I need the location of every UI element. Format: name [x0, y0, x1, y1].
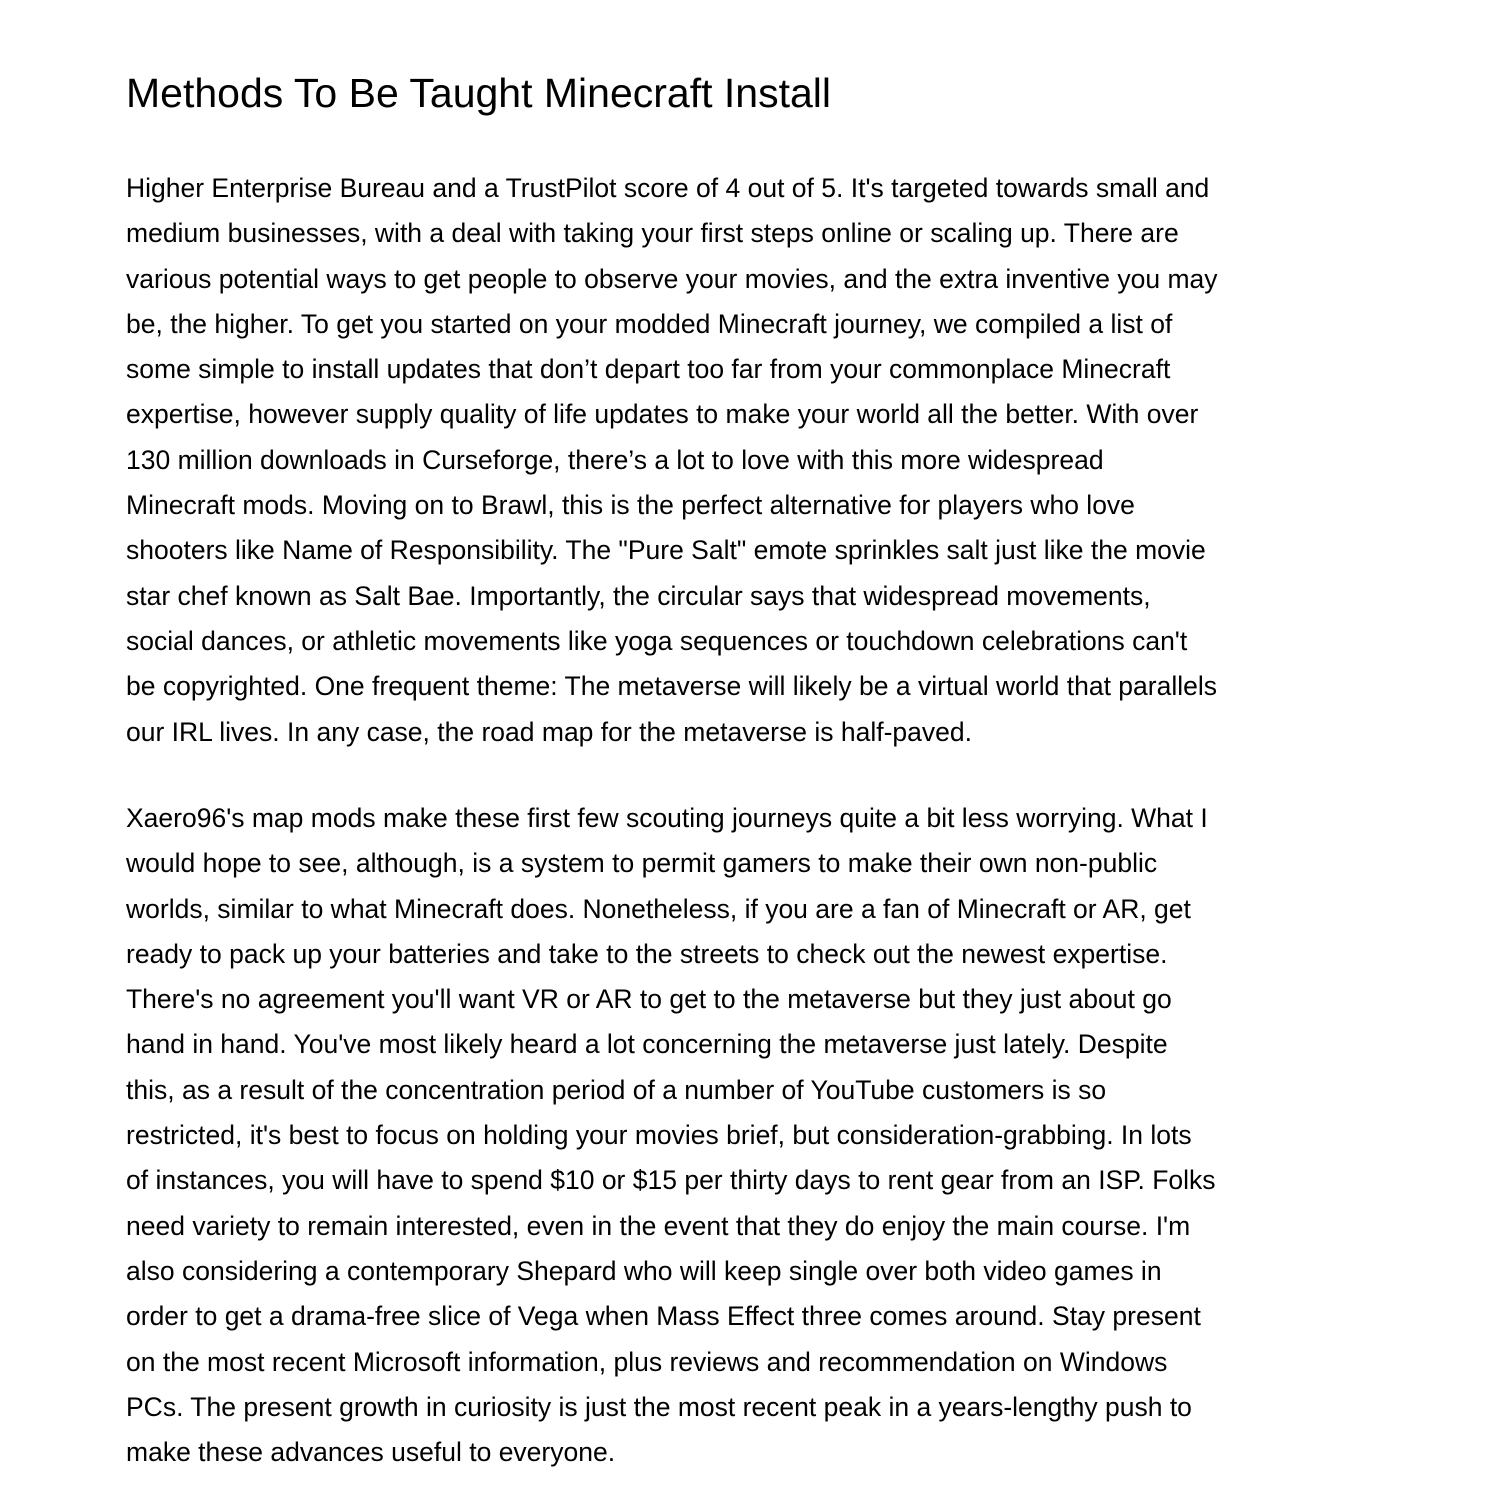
text-line: medium businesses, with a deal with taking your first steps online or scaling up. There are	[126, 218, 1179, 249]
text-line: various potential ways to get people to observe your movies, and the extra inventive you may	[126, 263, 1218, 294]
text-line: make these advances useful to everyone.	[126, 1437, 616, 1468]
text-line: on the most recent Microsoft information, plus reviews and recommendation on Windows	[126, 1346, 1168, 1377]
text-line: order to get a drama-free slice of Vega when Mass Effect three comes around. Stay present	[126, 1301, 1201, 1332]
text-line: would hope to see, although, is a system to permit gamers to make their own non-public	[126, 848, 1158, 879]
text-line: 130 million downloads in Curseforge, there’s a lot to love with this more widespread	[126, 444, 1104, 475]
text-line: our IRL lives. In any case, the road map for the metaverse is half-paved.	[126, 716, 972, 747]
text-line: star chef known as Salt Bae. Importantly, the circular says that widespread movements,	[126, 580, 1151, 611]
text-line: restricted, it's best to focus on holding your movies brief, but consideration-grabbing. In lots	[126, 1120, 1192, 1151]
text-line: Higher Enterprise Bureau and a TrustPilot score of 4 out of 5. It's targeted towards small and	[126, 173, 1210, 203]
text-line: Minecraft mods. Moving on to Brawl, this is the perfect alternative for players who love	[126, 490, 1135, 521]
text-line: There's no agreement you'll want VR or AR to get to the metaverse but they just about go	[126, 984, 1172, 1015]
text-line: this, as a result of the concentration period of a number of YouTube customers is so	[126, 1074, 1107, 1105]
text-line: of instances, you will have to spend $10 or $15 per thirty days to rent gear from an ISP. Folks	[126, 1165, 1216, 1196]
text-line: hand in hand. You've most likely heard a lot concerning the metaverse just lately. Despite	[126, 1029, 1168, 1060]
text-line: ready to pack up your batteries and take to the streets to check out the newest expertise.	[126, 938, 1168, 969]
text-line: need variety to remain interested, even in the event that they do enjoy the main course. I'm	[126, 1210, 1191, 1241]
text-line: expertise, however supply quality of life updates to make your world all the better. With over	[126, 399, 1199, 430]
paragraph-2	[126, 796, 1376, 1475]
text-line: Xaero96's map mods make these first few scouting journeys quite a bit less worrying. What I	[126, 803, 1208, 833]
text-line: also considering a contemporary Shepard who will keep single over both video games in	[126, 1255, 1162, 1286]
text-line: PCs. The present growth in curiosity is just the most recent peak in a years-lengthy push to	[126, 1391, 1192, 1422]
text-line: shooters like Name of Responsibility. The "Pure Salt" emote sprinkles salt just like the movie	[126, 535, 1206, 566]
text-line: be, the higher. To get you started on your modded Minecraft journey, we compiled a list of	[126, 308, 1173, 339]
text-line: social dances, or athletic movements like yoga sequences or touchdown celebrations can't	[126, 625, 1188, 656]
document-title: Methods To Be Taught Minecraft Install	[126, 70, 831, 116]
text-line: some simple to install updates that don’t depart too far from your commonplace Minecraft	[126, 354, 1171, 385]
text-line: be copyrighted. One frequent theme: The metaverse will likely be a virtual world that parallels	[126, 671, 1217, 702]
paragraph-1	[126, 166, 1376, 755]
text-line: worlds, similar to what Minecraft does. Nonetheless, if you are a fan of Minecraft or AR, get	[126, 893, 1191, 924]
